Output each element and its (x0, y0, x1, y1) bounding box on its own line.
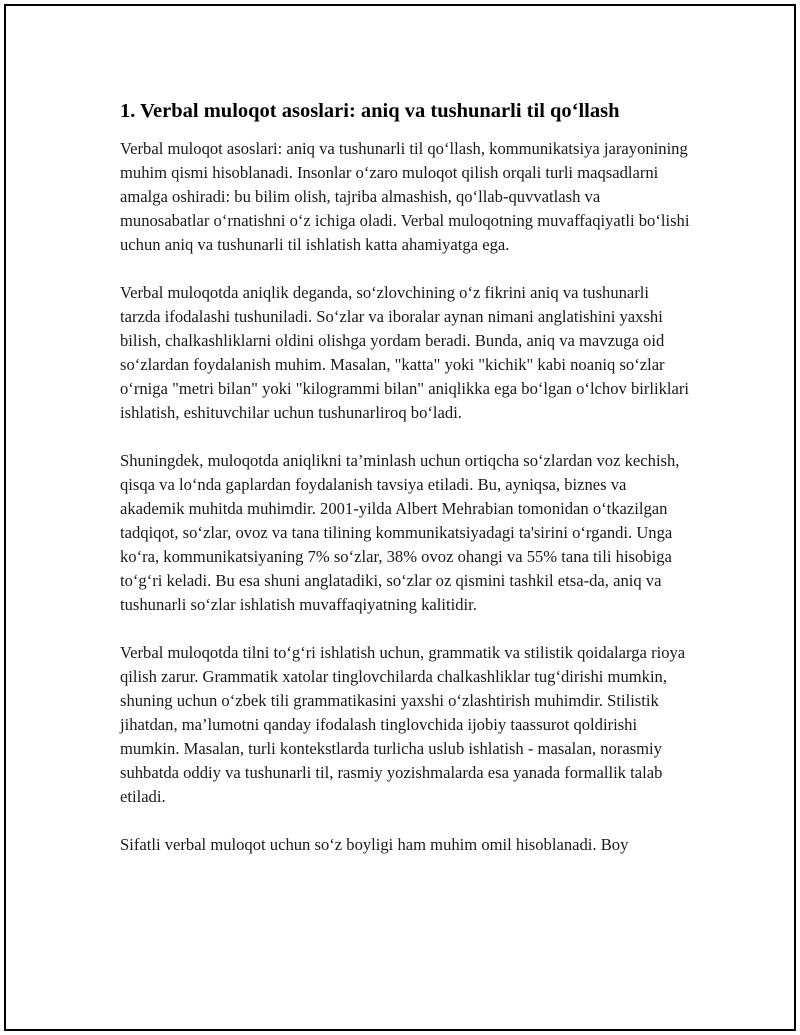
paragraph: Sifatli verbal muloqot uchun so‘z boyligi ham muhim omil hisoblanadi. Boy (120, 835, 629, 854)
paragraph: Verbal muloqotda aniqlik deganda, so‘zlovchining o‘z fikrini aniq va tushunarli tarzda ifodalashi tushuniladi. So‘zlar va iboralar aynan nimani anglatishini yaxshi bilish, chalkashliklarni oldini olishga yordam beradi. Bunda, aniq va mavzuga oid so‘zlardan foydalanish muhim. Masalan, "katta" yoki "kichik" kabi noaniq so‘zlar o‘rniga "metri bilan" yoki "kilogrammi bilan" aniqlikka ega bo‘lgan o‘lchov birliklari ishlatish, eshituvchilar uchun tushunarliroq bo‘ladi. (120, 283, 690, 422)
document-page (4, 4, 796, 1031)
section-heading: 1. Verbal muloqot asoslari: aniq va tushunarli til qo‘llash (120, 100, 620, 122)
paragraph: Verbal muloqot asoslari: aniq va tushunarli til qo‘llash, kommunikatsiya jarayonining muhim qismi hisoblanadi. Insonlar o‘zaro muloqot qilish orqali turli maqsadlarni amalga oshiradi: bu bilim olish, tajriba almashish, qo‘llab-quvvatlash va munosabatlar o‘rnatishni o‘z ichiga oladi. Verbal muloqotning muvaffaqiyatli bo‘lishi uchun aniq va tushunarli til ishlatish katta ahamiyatga ega. (120, 139, 690, 254)
paragraph: Shuningdek, muloqotda aniqlikni ta’minlash uchun ortiqcha so‘zlardan voz kechish, qisqa va lo‘nda gaplardan foydalanish tavsiya etiladi. Bu, ayniqsa, biznes va akademik muhitda muhimdir. 2001-yilda Albert Mehrabian tomonidan o‘tkazilgan tadqiqot, so‘zlar, ovoz va tana tilining kommunikatsiyadagi ta'sirini o‘rgandi. Unga ko‘ra, kommunikatsiyaning 7% so‘zlar, 38% ovoz ohangi va 55% tana tili hisobiga to‘g‘ri keladi. Bu esa shuni anglatadiki, so‘zlar oz qismini tashkil etsa-da, aniq va tushunarli so‘zlar ishlatish muvaffaqiyatning kalitidir. (120, 451, 680, 614)
paragraph: Verbal muloqotda tilni to‘g‘ri ishlatish uchun, grammatik va stilistik qoidalarga rioya qilish zarur. Grammatik xatolar tinglovchilarda chalkashliklar tug‘dirishi mumkin, shuning uchun o‘zbek tili grammatikasini yaxshi o‘zlashtirish muhimdir. Stilistik jihatdan, ma’lumotni qanday ifodalash tinglovchida ijobiy taassurot qoldirishi mumkin. Masalan, turli kontekstlarda turlicha uslub ishlatish - masalan, norasmiy suhbatda oddiy va tushunarli til, rasmiy yozishmalarda esa yanada formallik talab etiladi. (120, 643, 686, 806)
document-body (120, 96, 692, 881)
